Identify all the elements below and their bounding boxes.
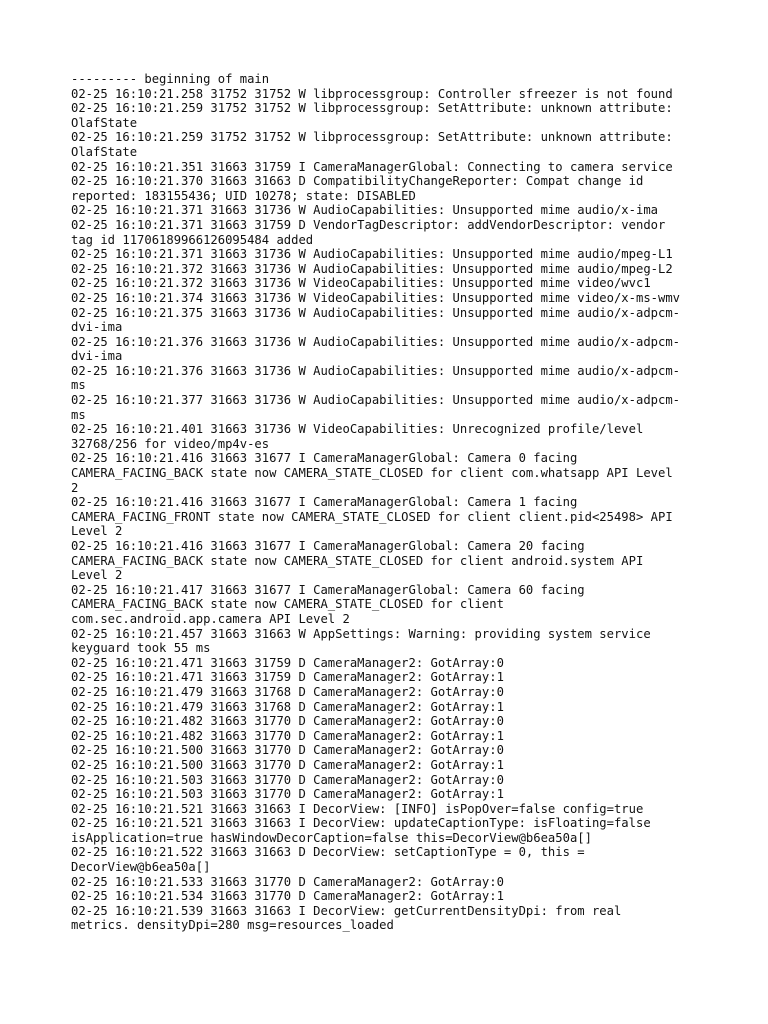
log-line: 02-25 16:10:21.416 31663 31677 I CameraManagerGlobal: Camera 0 facing — [71, 451, 578, 466]
log-line: DecorView@b6ea50a[] — [71, 860, 211, 875]
log-line: 02-25 16:10:21.471 31663 31759 D CameraManager2: GotArray:1 — [71, 670, 504, 685]
log-line: 02-25 16:10:21.482 31663 31770 D CameraManager2: GotArray:0 — [71, 714, 504, 729]
log-line: ms — [71, 407, 86, 422]
log-line: 02-25 16:10:21.479 31663 31768 D CameraManager2: GotArray:1 — [71, 699, 504, 714]
log-line: 02-25 16:10:21.371 31663 31736 W AudioCapabilities: Unsupported mime audio/x-ima — [71, 203, 658, 218]
log-line: 02-25 16:10:21.376 31663 31736 W AudioCapabilities: Unsupported mime audio/x-adpcm- — [71, 334, 681, 349]
log-line: reported: 183155436; UID 10278; state: DISABLED — [71, 188, 416, 203]
log-line: 02-25 16:10:21.416 31663 31677 I CameraManagerGlobal: Camera 20 facing — [71, 539, 585, 553]
log-line: dvi-ima — [71, 320, 123, 335]
log-line: 02-25 16:10:21.457 31663 31663 W AppSettings: Warning: providing system service — [71, 626, 651, 641]
log-line: 02-25 16:10:21.503 31663 31770 D CameraManager2: GotArray:0 — [71, 772, 504, 787]
log-line: tag id 11706189966126095484 added — [71, 232, 314, 247]
log-document — [71, 72, 711, 933]
log-line: CAMERA_FACING_FRONT state now CAMERA_STATE_CLOSED for client client.pid<25498> API — [71, 509, 673, 524]
log-line: 02-25 16:10:21.521 31663 31663 I DecorView: updateCaptionType: isFloating=false — [71, 816, 651, 831]
log-line: 02-25 16:10:21.500 31663 31770 D CameraManager2: GotArray:0 — [71, 743, 504, 758]
log-line: isApplication=true hasWindowDecorCaption=false this=DecorView@b6ea50a[] — [71, 830, 592, 845]
log-line: 02-25 16:10:21.533 31663 31770 D CameraManager2: GotArray:0 — [71, 874, 504, 889]
log-line: 02-25 16:10:21.258 31752 31752 W libprocessgroup: Controller sfreezer is not found — [71, 86, 673, 101]
log-line: 02-25 16:10:21.500 31663 31770 D CameraManager2: GotArray:1 — [71, 757, 504, 772]
log-text-block — [71, 72, 711, 933]
log-line: 02-25 16:10:21.259 31752 31752 W libprocessgroup: SetAttribute: unknown attribute: — [71, 130, 673, 145]
log-line: com.sec.android.app.camera API Level 2 — [71, 611, 350, 626]
log-line: CAMERA_FACING_BACK state now CAMERA_STATE_CLOSED for client — [71, 597, 504, 612]
log-line: 02-25 16:10:21.521 31663 31663 I DecorView: [INFO] isPopOver=false config=true — [71, 801, 644, 816]
log-line: keyguard took 55 ms — [71, 641, 211, 656]
log-line: ms — [71, 378, 86, 393]
log-line: OlafState — [71, 115, 138, 130]
log-line: dvi-ima — [71, 349, 123, 364]
log-line: 02-25 16:10:21.372 31663 31736 W AudioCapabilities: Unsupported mime audio/mpeg-L2 — [71, 261, 673, 276]
log-line: 02-25 16:10:21.416 31663 31677 I CameraManagerGlobal: Camera 1 facing — [71, 495, 578, 510]
log-line: 02-25 16:10:21.401 31663 31736 W VideoCapabilities: Unrecognized profile/level — [71, 422, 644, 437]
log-line: 02-25 16:10:21.522 31663 31663 D DecorView: setCaptionType = 0, this = — [71, 845, 585, 860]
log-line: 02-25 16:10:21.482 31663 31770 D CameraManager2: GotArray:1 — [71, 728, 504, 743]
log-line: metrics. densityDpi=280 msg=resources_loaded — [71, 918, 394, 933]
log-line: Level 2 — [71, 568, 123, 583]
log-line: 02-25 16:10:21.370 31663 31663 D CompatibilityChangeReporter: Compat change id — [71, 174, 644, 189]
log-line: 02-25 16:10:21.479 31663 31768 D CameraManager2: GotArray:0 — [71, 684, 504, 699]
log-line: 02-25 16:10:21.534 31663 31770 D CameraManager2: GotArray:1 — [71, 889, 504, 904]
log-line: 02-25 16:10:21.471 31663 31759 D CameraManager2: GotArray:0 — [71, 655, 504, 670]
log-line: 02-25 16:10:21.539 31663 31663 I DecorView: getCurrentDensityDpi: from real — [71, 903, 622, 918]
log-line: --------- beginning of main — [71, 72, 270, 86]
log-line: 02-25 16:10:21.417 31663 31677 I CameraManagerGlobal: Camera 60 facing — [71, 582, 585, 597]
log-line: 02-25 16:10:21.259 31752 31752 W libprocessgroup: SetAttribute: unknown attribute: — [71, 101, 673, 116]
log-line: CAMERA_FACING_BACK state now CAMERA_STATE_CLOSED for client com.whatsapp API Level — [71, 466, 673, 481]
log-line: 02-25 16:10:21.372 31663 31736 W VideoCapabilities: Unsupported mime video/wvc1 — [71, 276, 651, 291]
log-line: 02-25 16:10:21.371 31663 31759 D VendorTagDescriptor: addVendorDescriptor: vendor — [71, 217, 666, 232]
log-line: 02-25 16:10:21.374 31663 31736 W VideoCapabilities: Unsupported mime video/x-ms-wmv — [71, 290, 681, 305]
log-line: CAMERA_FACING_BACK state now CAMERA_STATE_CLOSED for client android.system API — [71, 553, 644, 568]
log-line: 02-25 16:10:21.503 31663 31770 D CameraManager2: GotArray:1 — [71, 787, 504, 802]
log-line: OlafState — [71, 144, 138, 159]
log-line: 02-25 16:10:21.371 31663 31736 W AudioCapabilities: Unsupported mime audio/mpeg-L1 — [71, 247, 673, 262]
log-line: 02-25 16:10:21.375 31663 31736 W AudioCapabilities: Unsupported mime audio/x-adpcm- — [71, 305, 681, 320]
log-line: Level 2 — [71, 524, 123, 539]
log-line: 02-25 16:10:21.351 31663 31759 I CameraManagerGlobal: Connecting to camera service — [71, 159, 673, 174]
log-line: 2 — [71, 480, 79, 495]
log-line: 02-25 16:10:21.377 31663 31736 W AudioCapabilities: Unsupported mime audio/x-adpcm- — [71, 393, 681, 408]
log-line: 32768/256 for video/mp4v-es — [71, 436, 270, 451]
log-line: 02-25 16:10:21.376 31663 31736 W AudioCapabilities: Unsupported mime audio/x-adpcm- — [71, 363, 681, 378]
